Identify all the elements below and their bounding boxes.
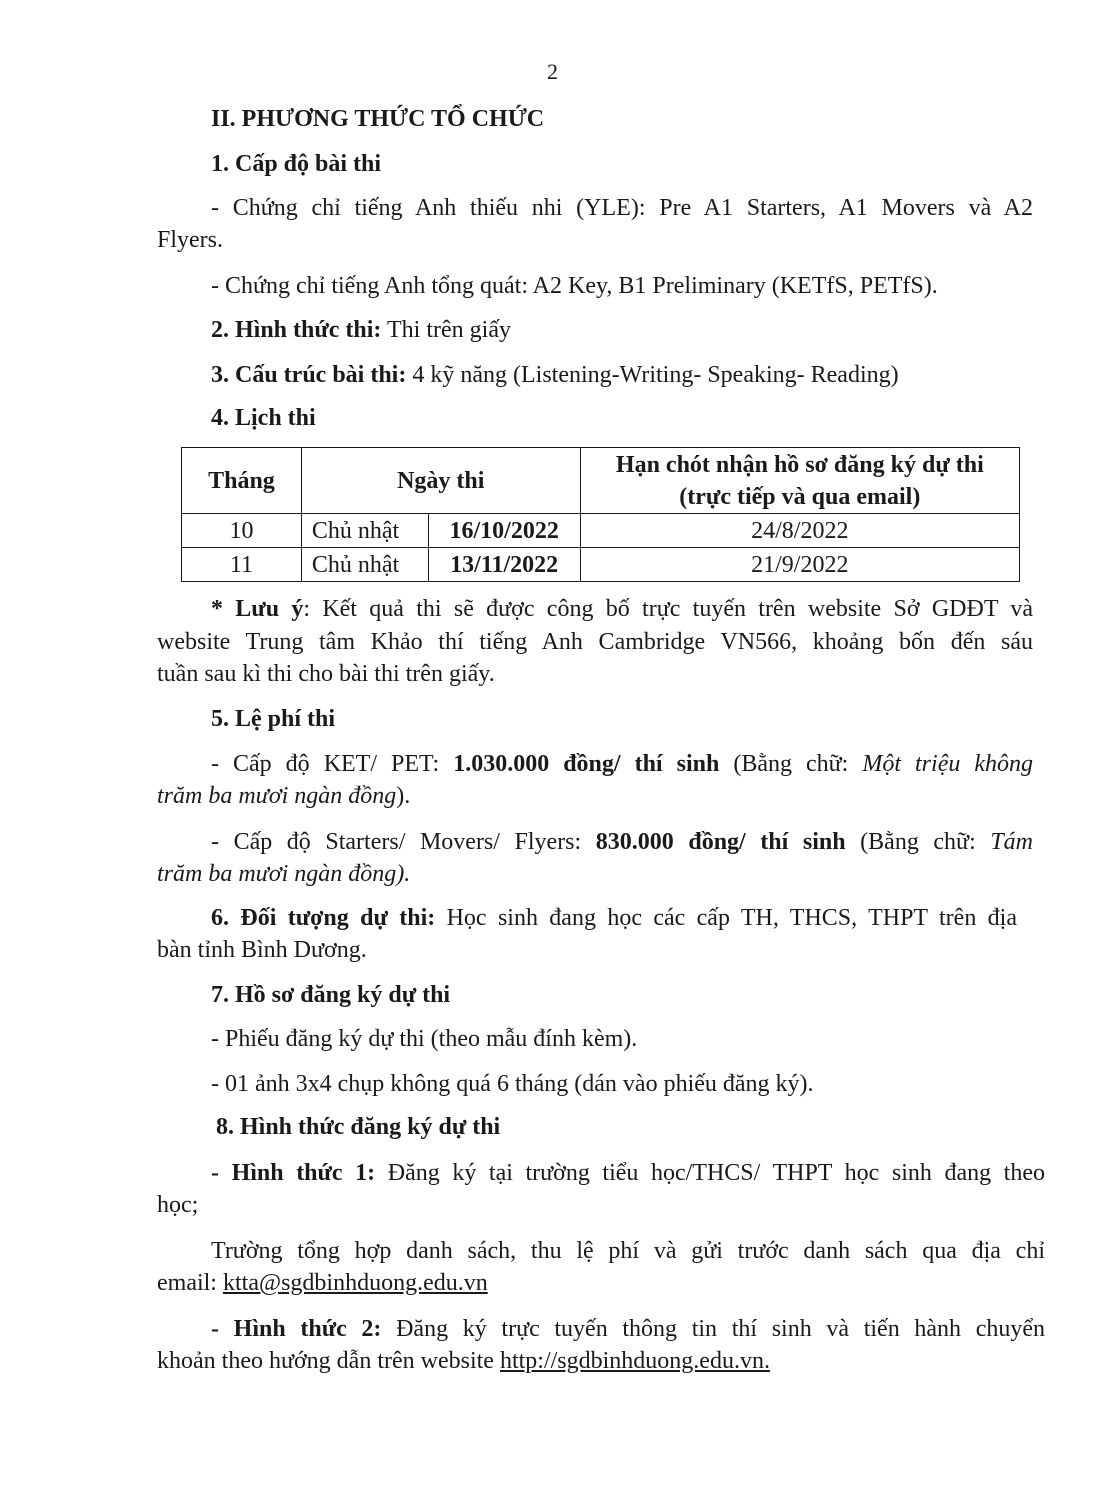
method-1-line	[211, 1157, 1045, 1189]
header-exam-date: Ngày thi	[301, 448, 580, 514]
method-1-text: Đăng ký tại trường tiểu học/THCS/ THPT học sinh đang theo	[375, 1160, 1046, 1186]
fee-ket-line-cont	[157, 780, 410, 812]
fee-ket-words-prefix: (Bằng chữ:	[719, 751, 863, 777]
eligibility-label: 6. Đối tượng dự thi:	[211, 905, 436, 931]
heading-exam-schedule: 4. Lịch thi	[211, 405, 316, 431]
fee-ket-words-suffix: ).	[396, 783, 411, 809]
table-row	[182, 548, 1020, 582]
header-deadline-line1: Hạn chót nhận hồ sơ đăng ký dự thi	[615, 451, 984, 478]
note-line-3: tuần sau kì thi cho bài thi trên giấy.	[157, 661, 495, 687]
heading-registration-documents: 7. Hồ sơ đăng ký dự thi	[211, 982, 451, 1008]
fee-yle-prefix: - Cấp độ Starters/ Movers/ Flyers:	[211, 829, 596, 855]
exam-structure-value: 4 kỹ năng (Listening-Writing- Speaking- Reading)	[406, 362, 899, 388]
page-number: 2	[547, 59, 558, 84]
fee-yle-words-cont: trăm ba mươi ngàn đồng).	[157, 861, 411, 887]
exam-format-label: 2. Hình thức thi:	[211, 317, 382, 343]
yle-certificate-line-cont: Flyers.	[157, 227, 223, 253]
heading-registration-methods: 8. Hình thức đăng ký dự thi	[216, 1114, 501, 1140]
cell-weekday: Chủ nhật	[301, 548, 428, 582]
eligibility-value: Học sinh đang học các cấp TH, THCS, THPT trên địa	[435, 905, 1018, 931]
section-title: II. PHƯƠNG THỨC TỔ CHỨC	[211, 106, 545, 132]
header-deadline	[580, 448, 1019, 514]
cell-month: 10	[182, 514, 302, 548]
exam-schedule-table	[181, 447, 1020, 582]
eligibility-line-cont: bàn tỉnh Bình Dương.	[157, 937, 367, 963]
header-deadline-line2: (trực tiếp và qua email)	[679, 483, 921, 510]
document-item-photo: - 01 ảnh 3x4 chụp không quá 6 tháng (dán vào phiếu đăng ký).	[211, 1071, 814, 1097]
fee-yle-line	[211, 826, 1033, 858]
method-2-text: Đăng ký trực tuyến thông tin thí sinh và tiến hành chuyển	[381, 1316, 1045, 1342]
website-prefix: khoản theo hướng dẫn trên website	[157, 1348, 500, 1374]
table-row	[182, 514, 1020, 548]
method-2-label: - Hình thức 2:	[211, 1316, 382, 1342]
exam-format-value: Thi trên giấy	[381, 317, 511, 343]
cell-month: 11	[182, 548, 302, 582]
note-text: : Kết quả thi sẽ được công bố trực tuyến trên website Sở GDĐT và	[303, 596, 1033, 622]
note-label: * Lưu ý	[211, 596, 304, 622]
header-month: Tháng	[182, 448, 302, 514]
fee-ket-prefix: - Cấp độ KET/ PET:	[211, 751, 454, 777]
fee-yle-words-prefix: (Bằng chữ:	[845, 829, 991, 855]
document-item-form: - Phiếu đăng ký dự thi (theo mẫu đính kèm).	[211, 1026, 638, 1052]
exam-structure	[211, 359, 899, 391]
school-submission-line: Trường tổng hợp danh sách, thu lệ phí và gửi trước danh sách qua địa chỉ	[211, 1238, 1045, 1264]
fee-ket-words: Một triệu không	[862, 751, 1034, 777]
cell-deadline: 24/8/2022	[580, 514, 1019, 548]
table-header-row	[182, 448, 1020, 514]
method-2-line	[211, 1313, 1045, 1345]
cell-exam-date: 13/11/2022	[428, 548, 580, 582]
heading-exam-levels: 1. Cấp độ bài thi	[211, 151, 382, 177]
method-1-label: - Hình thức 1:	[211, 1160, 376, 1186]
email-prefix: email:	[157, 1270, 223, 1296]
website-link[interactable]: http://sgdbinhduong.edu.vn.	[499, 1348, 770, 1374]
method-1-line-cont: học;	[157, 1192, 199, 1218]
cell-deadline: 21/9/2022	[580, 548, 1019, 582]
yle-certificate-line: - Chứng chỉ tiếng Anh thiếu nhi (YLE): Pre A1 Starters, A1 Movers và A2	[211, 195, 1033, 221]
fee-yle-amount: 830.000 đồng/ thí sinh	[595, 829, 846, 855]
eligibility-line	[211, 902, 1017, 934]
fee-ket-amount: 1.030.000 đồng/ thí sinh	[453, 751, 720, 777]
note-line-2: website Trung tâm Khảo thí tiếng Anh Cambridge VN566, khoảng bốn đến sáu	[157, 629, 1033, 655]
heading-exam-fee: 5. Lệ phí thi	[211, 706, 336, 732]
fee-ket-line	[211, 748, 1033, 780]
cell-weekday: Chủ nhật	[301, 514, 428, 548]
exam-structure-label: 3. Cấu trúc bài thi:	[211, 362, 407, 388]
method-2-line-cont	[157, 1345, 770, 1377]
fee-yle-words: Tám	[990, 829, 1034, 855]
note-line	[211, 593, 1033, 625]
school-submission-line-cont	[157, 1267, 488, 1299]
general-certificate-line: - Chứng chỉ tiếng Anh tổng quát: A2 Key, B1 Preliminary (KETfS, PETfS).	[211, 273, 938, 299]
email-link[interactable]: ktta@sgdbinhduong.edu.vn	[222, 1270, 488, 1296]
cell-exam-date: 16/10/2022	[428, 514, 580, 548]
fee-ket-words-cont: trăm ba mươi ngàn đồng	[157, 783, 397, 809]
exam-format	[211, 314, 511, 346]
